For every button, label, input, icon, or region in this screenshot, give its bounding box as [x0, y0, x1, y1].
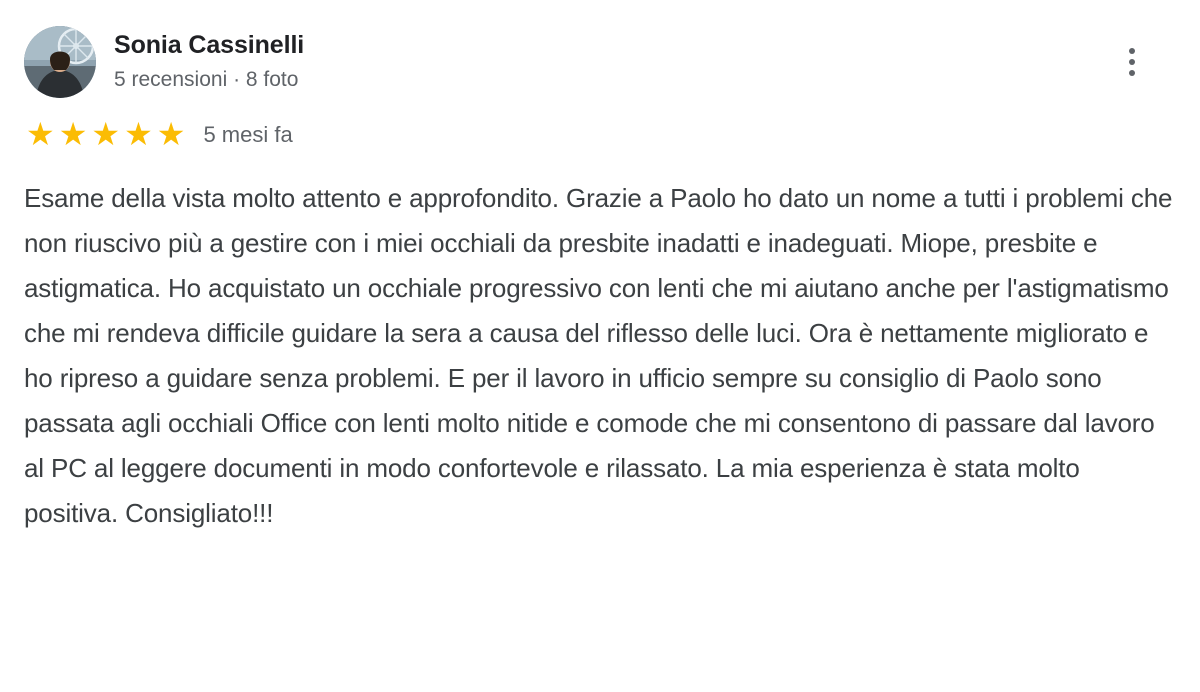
rating-row	[26, 118, 1176, 150]
avatar[interactable]	[24, 26, 96, 98]
reviewer-stats: 5 recensioni · 8 foto	[114, 68, 299, 91]
dot-2	[1129, 59, 1135, 65]
star-icon-1: ★	[26, 116, 55, 152]
more-options-icon[interactable]	[1110, 40, 1154, 84]
reviewer-name[interactable]: Sonia Cassinelli	[114, 31, 305, 59]
dot-3	[1129, 70, 1135, 76]
review-header	[24, 26, 1176, 98]
dot-1	[1129, 48, 1135, 54]
star-icon-2: ★	[58, 116, 88, 152]
review-body-text: Esame della vista molto attento e approfondito. Grazie a Paolo ho dato un nome a tutti i problemi che non riuscivo più a gestire con i miei occhiali da presbite inadatti e inadeguati. Miope, presbite e astigmatica. Ho acquistato un occhiale progressivo con lenti che mi aiutano anche per l'astigmatismo che mi rendeva difficile guidare la sera a causa del riflesso delle luci. Ora è nettamente migliorato e ho ripreso a guidare senza problemi. E per il lavoro in ufficio sempre su consiglio di Paolo sono passata agli occhiali Office con lenti molto nitide e comode che mi consentono di passare dal lavoro al PC al leggere documenti in modo confortevole e rilassato. La mia esperienza è stata molto positiva. Consigliato!!!	[24, 183, 1180, 528]
star-icon-4: ★	[124, 116, 153, 152]
star-icon-3: ★	[91, 116, 121, 152]
avatar-photo-icon	[24, 26, 96, 98]
reviewer-info	[114, 26, 304, 93]
star-rating	[26, 118, 185, 150]
review-timestamp: 5 mesi fa	[203, 122, 293, 147]
star-icon-5: ★	[156, 116, 186, 152]
